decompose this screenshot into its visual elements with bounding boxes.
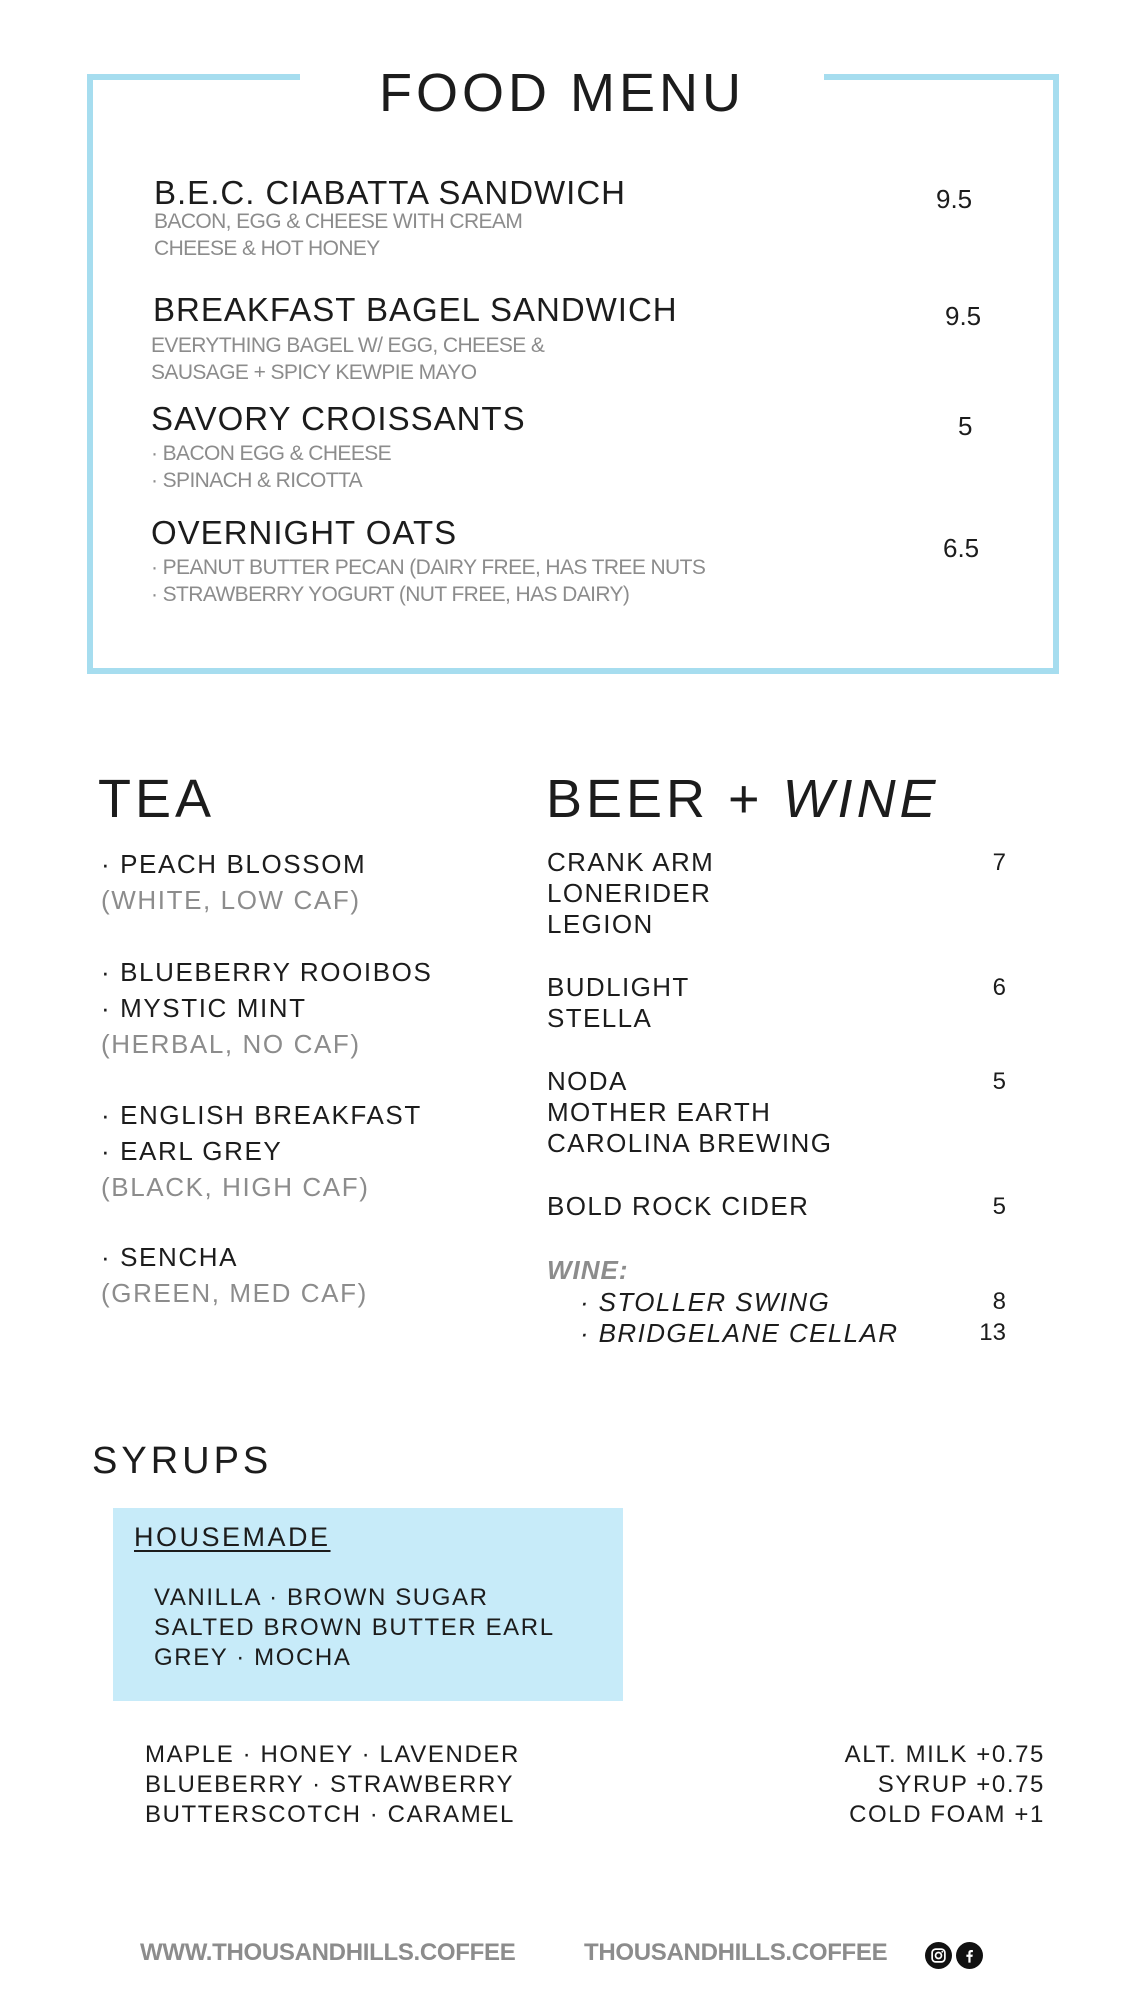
food-item-name: B.E.C. CIABATTA SANDWICH [154,174,626,211]
tea-caffeine-note: (GREEN, MED CAF) [101,1278,368,1308]
tea-caffeine-note: (HERBAL, NO CAF) [101,1029,361,1059]
beer-group [547,972,690,1034]
beer-group [547,847,714,940]
housemade-syrup-line: GREY · MOCHA [154,1644,352,1671]
beer-name: MOTHER EARTH [547,1097,772,1127]
syrup-line: MAPLE · HONEY · LAVENDER [145,1741,520,1768]
beer-title-text: BEER + [546,769,783,829]
beer-name: CAROLINA BREWING [547,1128,833,1158]
food-item-name: OVERNIGHT OATS [151,514,458,551]
addon-line: ALT. MILK +0.75 [844,1741,1045,1768]
housemade-label: HOUSEMADE [134,1522,331,1552]
food-item-desc: · BACON EGG & CHEESE [151,442,392,465]
syrup-line: BUTTERSCOTCH · CARAMEL [145,1801,515,1828]
beer-name: BOLD ROCK CIDER [547,1191,810,1221]
food-item-desc: BACON, EGG & CHEESE WITH CREAM [154,210,523,233]
wine-label: WINE: [547,1255,629,1285]
tea-item: · PEACH BLOSSOM [101,849,367,879]
tea-item: · SENCHA [101,1242,239,1272]
beer-price: 6 [992,974,1006,1001]
beer-name: LONERIDER [547,878,712,908]
tea-caffeine-note: (BLACK, HIGH CAF) [101,1172,370,1202]
beer-group [547,1191,809,1222]
beer-price: 5 [992,1068,1006,1095]
food-item-name: BREAKFAST BAGEL SANDWICH [153,291,678,328]
beer-price: 7 [992,849,1006,876]
beer-name: BUDLIGHT [547,972,690,1002]
facebook-icon[interactable] [956,1942,983,1969]
tea-item: · MYSTIC MINT [101,993,307,1023]
beer-price: 5 [992,1193,1006,1220]
food-item-desc: · PEANUT BUTTER PECAN (DAIRY FREE, HAS TREE NUTS [151,556,706,579]
website-link[interactable]: WWW.THOUSANDHILLS.COFFEE [140,1939,516,1966]
food-item-desc: SAUSAGE + SPICY KEWPIE MAYO [151,361,477,384]
beer-name: STELLA [547,1003,653,1033]
tea-title: TEA [98,769,216,829]
wine-price: 13 [979,1319,1006,1346]
syrups-title: SYRUPS [92,1440,273,1482]
food-menu-title: FOOD MENU [379,63,745,123]
food-item-desc: · SPINACH & RICOTTA [151,469,363,492]
food-item-desc: · STRAWBERRY YOGURT (NUT FREE, HAS DAIRY) [151,583,630,606]
facebook-glyph [961,1947,978,1964]
tea-item: · ENGLISH BREAKFAST [101,1100,422,1130]
syrup-line: BLUEBERRY · STRAWBERRY [145,1771,515,1798]
beer-group [547,1066,832,1159]
social-handle[interactable]: THOUSANDHILLS.COFFEE [584,1939,888,1966]
food-item-price: 9.5 [936,184,973,214]
food-item-desc: CHEESE & HOT HONEY [154,237,380,260]
food-item-price: 5 [958,411,973,441]
wine-title-text: WINE [782,769,940,829]
housemade-syrup-line: VANILLA · BROWN SUGAR [154,1584,489,1611]
wine-item: · BRIDGELANE CELLAR [580,1318,899,1348]
addon-line: SYRUP +0.75 [877,1771,1045,1798]
wine-price: 8 [992,1288,1006,1315]
beer-name: NODA [547,1066,628,1096]
addon-line: COLD FOAM +1 [849,1801,1045,1828]
tea-caffeine-note: (WHITE, LOW CAF) [101,885,361,915]
instagram-icon[interactable] [925,1942,952,1969]
tea-item: · BLUEBERRY ROOIBOS [101,957,433,987]
food-item-desc: EVERYTHING BAGEL W/ EGG, CHEESE & [151,334,545,357]
beer-name: CRANK ARM [547,847,715,877]
food-item-price: 9.5 [945,301,982,331]
housemade-syrup-line: SALTED BROWN BUTTER EARL [154,1614,555,1641]
food-item-price: 6.5 [943,533,980,563]
wine-item: · STOLLER SWING [580,1287,831,1317]
food-item-name: SAVORY CROISSANTS [151,400,526,437]
beer-name: LEGION [547,909,654,939]
tea-item: · EARL GREY [101,1136,283,1166]
beer-wine-title [546,768,940,830]
instagram-glyph [930,1947,947,1964]
